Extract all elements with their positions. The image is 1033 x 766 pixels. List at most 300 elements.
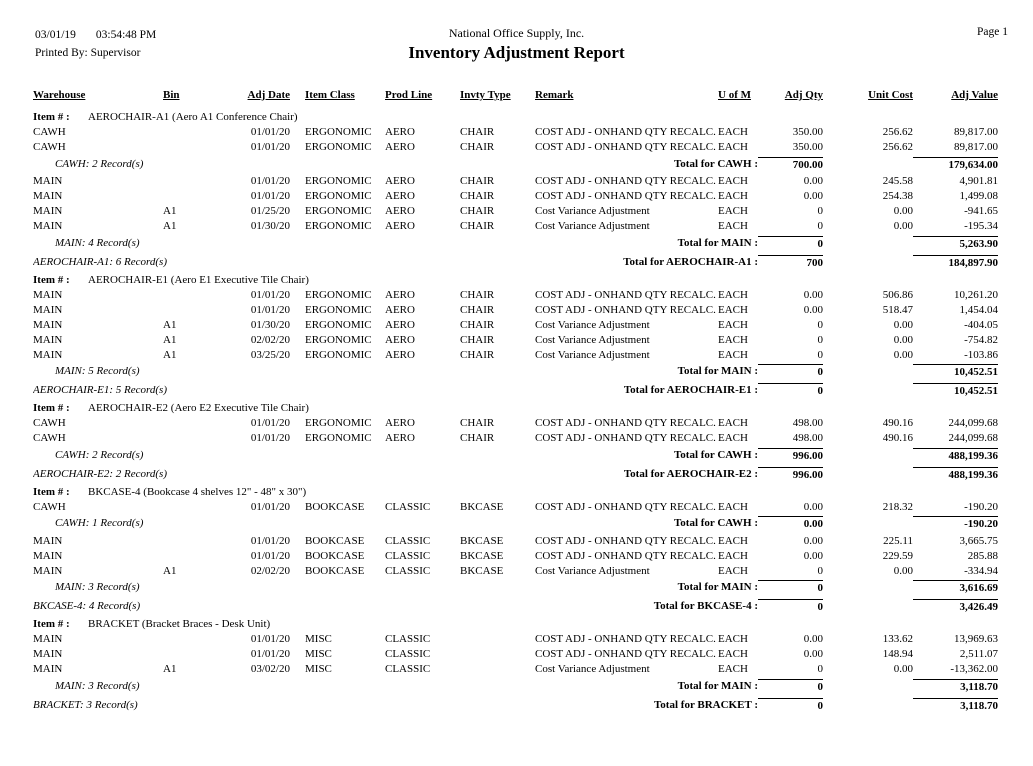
cell-adj-value: -941.65	[964, 205, 998, 217]
cell-prod-line: CLASSIC	[385, 648, 431, 660]
total-adj-value: 10,452.51	[913, 364, 998, 379]
total-adj-qty: 700	[758, 255, 823, 270]
column-header-bin	[163, 88, 240, 106]
total-label: Total for MAIN :	[677, 365, 758, 377]
cell-prod-line: AERO	[385, 303, 415, 316]
total-unit-cost	[823, 599, 913, 614]
total-label: Total for CAWH :	[673, 157, 758, 170]
cell-warehouse: CAWH	[33, 500, 66, 513]
item-total-row	[33, 253, 998, 270]
cell-invty-type: CHAIR	[460, 303, 495, 316]
cell-remark: COST ADJ - ONHAND QTY RECALC.	[535, 500, 716, 513]
detail-row	[33, 333, 998, 348]
cell-bin	[163, 416, 240, 431]
column-header-label-adj-value: Adj Value	[951, 89, 998, 101]
record-count: MAIN: 5 Record(s)	[55, 365, 140, 377]
item-name: BRACKET (Bracket Braces - Desk Unit)	[88, 618, 271, 630]
printed-by-value: Supervisor	[90, 47, 141, 59]
cell-adj-value: -404.05	[964, 318, 998, 331]
cell-adj-value: 285.88	[967, 549, 998, 562]
cell-invty-type: BKCASE	[460, 564, 504, 577]
total-adj-value: 5,263.90	[913, 236, 998, 251]
cell-invty-type: CHAIR	[460, 126, 495, 138]
cell-invty-type: CHAIR	[460, 432, 495, 444]
cell-invty-type: CHAIR	[460, 288, 495, 301]
column-header-warehouse	[33, 88, 163, 106]
item-name: BKCASE-4 (Bookcase 4 shelves 12" - 48" x 30")	[88, 485, 307, 498]
cell-item-class: ERGONOMIC	[305, 141, 372, 153]
cell-adj-qty: 0	[817, 205, 823, 217]
cell-adj-date: 01/01/20	[250, 534, 290, 547]
cell-prod-line: CLASSIC	[385, 549, 431, 562]
cell-adj-date: 01/01/20	[250, 126, 290, 138]
cell-item-class: ERGONOMIC	[305, 318, 372, 331]
cell-adj-value: 1,499.08	[959, 190, 998, 202]
cell-remark: COST ADJ - ONHAND QTY RECALC.	[535, 141, 716, 153]
item-total-row	[33, 696, 998, 713]
cell-uofm: EACH	[718, 303, 748, 316]
cell-adj-date: 01/30/20	[250, 220, 290, 232]
column-header-label-bin: Bin	[163, 89, 180, 101]
cell-invty-type: BKCASE	[460, 549, 504, 562]
column-header-label-invty-type: Invty Type	[460, 89, 511, 101]
cell-unit-cost: 245.58	[882, 175, 913, 187]
wh-total-row	[33, 234, 998, 251]
item-total-row	[33, 465, 998, 482]
cell-unit-cost: 229.59	[882, 549, 913, 562]
cell-item-class: ERGONOMIC	[305, 348, 372, 361]
item-header-row	[33, 401, 998, 416]
record-count: MAIN: 3 Record(s)	[55, 581, 140, 593]
cell-item-class: ERGONOMIC	[305, 333, 372, 346]
cell-adj-qty: 498.00	[792, 432, 823, 444]
total-adj-qty: 0	[758, 383, 823, 398]
total-adj-qty: 0.00	[758, 516, 823, 531]
total-label: Total for MAIN :	[677, 679, 758, 692]
total-label: Total for MAIN :	[677, 236, 758, 249]
cell-item-class: ERGONOMIC	[305, 220, 372, 232]
cell-adj-date: 03/25/20	[250, 348, 290, 361]
column-header-uofm	[718, 88, 758, 106]
cell-adj-date: 02/02/20	[250, 564, 290, 577]
cell-warehouse: MAIN	[33, 648, 63, 660]
cell-adj-date: 01/01/20	[250, 175, 290, 187]
detail-row	[33, 534, 998, 549]
cell-unit-cost: 518.47	[882, 303, 913, 316]
total-adj-qty: 0	[758, 580, 823, 595]
column-header-item-class	[290, 88, 385, 106]
report-title: Inventory Adjustment Report	[408, 43, 625, 62]
detail-row	[33, 416, 998, 431]
cell-prod-line: AERO	[385, 175, 415, 187]
cell-unit-cost: 490.16	[882, 417, 913, 429]
cell-warehouse: CAWH	[33, 417, 66, 429]
cell-adj-qty: 0.00	[803, 288, 823, 301]
cell-adj-qty: 0.00	[803, 549, 823, 562]
detail-row	[33, 662, 998, 677]
total-adj-value: 488,199.36	[913, 448, 998, 463]
cell-adj-value: -195.34	[964, 220, 998, 232]
cell-item-class: ERGONOMIC	[305, 175, 372, 187]
cell-bin	[163, 288, 240, 303]
cell-adj-date: 01/01/20	[250, 288, 290, 301]
column-header-label-uofm: U of M	[718, 89, 751, 101]
cell-warehouse: MAIN	[33, 549, 63, 562]
cell-uofm: EACH	[718, 663, 748, 675]
cell-remark: Cost Variance Adjustment	[535, 205, 650, 217]
item-name: AEROCHAIR-E2 (Aero E2 Executive Tile Chair)	[88, 402, 309, 414]
cell-adj-value: 4,901.81	[959, 175, 998, 187]
cell-adj-qty: 0	[817, 348, 823, 361]
column-header-label-item-class: Item Class	[305, 89, 355, 101]
record-count: AEROCHAIR-E1: 5 Record(s)	[33, 384, 167, 396]
cell-remark: Cost Variance Adjustment	[535, 220, 650, 232]
wh-total-row	[33, 677, 998, 694]
cell-uofm: EACH	[718, 141, 748, 153]
cell-remark: COST ADJ - ONHAND QTY RECALC.	[535, 432, 716, 444]
cell-uofm: EACH	[718, 333, 748, 346]
report-table	[33, 88, 998, 716]
cell-uofm: EACH	[718, 534, 748, 547]
cell-uofm: EACH	[718, 190, 748, 202]
total-label: Total for AEROCHAIR-A1 :	[623, 255, 758, 268]
cell-adj-qty: 0	[817, 220, 823, 232]
cell-adj-date: 01/01/20	[250, 549, 290, 562]
cell-unit-cost: 0.00	[893, 205, 913, 217]
cell-bin: A1	[163, 205, 177, 217]
total-unit-cost	[823, 383, 913, 398]
total-adj-qty: 0	[758, 679, 823, 694]
total-adj-value: 179,634.00	[913, 157, 998, 172]
cell-invty-type	[460, 662, 535, 677]
cell-prod-line: CLASSIC	[385, 564, 431, 577]
cell-item-class: MISC	[305, 633, 332, 645]
detail-row	[33, 140, 998, 155]
cell-adj-date: 01/01/20	[250, 303, 290, 316]
column-header-invty-type	[460, 88, 535, 106]
wh-total-row	[33, 155, 998, 172]
detail-row	[33, 174, 998, 189]
cell-remark: Cost Variance Adjustment	[535, 333, 650, 346]
column-header-adj-qty	[758, 88, 823, 106]
printed-by-label: Printed By:	[35, 47, 88, 59]
total-label: Total for BRACKET :	[653, 698, 758, 711]
column-header-label-adj-date: Adj Date	[247, 89, 290, 101]
cell-remark: COST ADJ - ONHAND QTY RECALC.	[535, 534, 716, 547]
item-name: AEROCHAIR-E1 (Aero E1 Executive Tile Chair)	[88, 273, 309, 286]
cell-prod-line: AERO	[385, 220, 415, 232]
cell-adj-value: 3,665.75	[959, 534, 998, 547]
item-header-row	[33, 110, 998, 125]
cell-warehouse: MAIN	[33, 348, 63, 361]
cell-unit-cost: 0.00	[893, 663, 913, 675]
record-count: BKCASE-4: 4 Record(s)	[33, 600, 141, 612]
cell-bin: A1	[163, 220, 177, 232]
cell-bin: A1	[163, 564, 177, 577]
total-unit-cost	[823, 255, 913, 270]
cell-uofm: EACH	[718, 500, 748, 513]
cell-adj-value: 10,261.20	[954, 288, 998, 301]
cell-adj-value: 2,511.07	[959, 648, 998, 660]
cell-unit-cost: 256.62	[882, 126, 913, 138]
cell-item-class: ERGONOMIC	[305, 126, 372, 138]
cell-invty-type: CHAIR	[460, 205, 495, 217]
cell-adj-date: 01/01/20	[250, 633, 290, 645]
cell-prod-line: CLASSIC	[385, 633, 431, 645]
record-count: MAIN: 3 Record(s)	[55, 679, 140, 692]
detail-row	[33, 303, 998, 318]
cell-bin	[163, 174, 240, 189]
cell-unit-cost: 0.00	[893, 220, 913, 232]
cell-remark: COST ADJ - ONHAND QTY RECALC.	[535, 190, 716, 202]
detail-row	[33, 348, 998, 363]
cell-adj-value: -190.20	[964, 500, 998, 513]
cell-warehouse: MAIN	[33, 534, 63, 547]
cell-bin	[163, 500, 240, 515]
cell-adj-value: -103.86	[964, 348, 998, 361]
cell-invty-type	[460, 632, 535, 647]
column-header-prod-line	[385, 88, 460, 106]
cell-adj-date: 01/01/20	[250, 417, 290, 429]
item-total-row	[33, 598, 998, 615]
cell-item-class: ERGONOMIC	[305, 432, 372, 444]
detail-row	[33, 219, 998, 234]
total-adj-qty: 0	[758, 236, 823, 251]
column-header-label-adj-qty: Adj Qty	[784, 89, 823, 101]
column-header-unit-cost	[823, 88, 913, 106]
cell-bin	[163, 431, 240, 446]
cell-prod-line: CLASSIC	[385, 663, 431, 675]
total-adj-value: -190.20	[913, 516, 998, 531]
cell-adj-value: -754.82	[964, 333, 998, 346]
cell-adj-qty: 0.00	[803, 648, 823, 660]
cell-bin	[163, 647, 240, 662]
item-header-row	[33, 617, 998, 632]
column-header-adj-date	[240, 88, 290, 106]
cell-bin	[163, 534, 240, 549]
wh-total-row	[33, 579, 998, 596]
cell-uofm: EACH	[718, 648, 748, 660]
cell-adj-value: 1,454.04	[959, 303, 998, 316]
cell-adj-value: -13,362.00	[950, 663, 998, 675]
cell-item-class: ERGONOMIC	[305, 190, 372, 202]
cell-adj-date: 01/01/20	[250, 648, 290, 660]
wh-total-row	[33, 363, 998, 380]
cell-prod-line: CLASSIC	[385, 534, 431, 547]
column-header-label-unit-cost: Unit Cost	[868, 89, 913, 101]
cell-adj-qty: 0	[817, 564, 823, 577]
cell-adj-qty: 0.00	[803, 175, 823, 187]
cell-prod-line: AERO	[385, 205, 415, 217]
cell-unit-cost: 218.32	[882, 500, 913, 513]
cell-remark: COST ADJ - ONHAND QTY RECALC.	[535, 417, 716, 429]
total-label: Total for MAIN :	[677, 581, 758, 593]
total-label: Total for CAWH :	[673, 448, 758, 461]
cell-adj-date: 02/02/20	[250, 333, 290, 346]
cell-warehouse: MAIN	[33, 333, 63, 346]
total-adj-value: 10,452.51	[913, 383, 998, 398]
cell-bin: A1	[163, 333, 177, 346]
cell-warehouse: MAIN	[33, 564, 63, 577]
cell-unit-cost: 0.00	[893, 564, 913, 577]
cell-invty-type: CHAIR	[460, 333, 495, 346]
record-count: CAWH: 2 Record(s)	[55, 157, 144, 170]
cell-remark: COST ADJ - ONHAND QTY RECALC.	[535, 648, 716, 660]
cell-item-class: BOOKCASE	[305, 500, 365, 513]
cell-bin	[163, 140, 240, 155]
record-count: CAWH: 1 Record(s)	[55, 517, 144, 529]
total-label: Total for CAWH :	[673, 517, 758, 529]
cell-warehouse: CAWH	[33, 126, 66, 138]
total-unit-cost	[823, 580, 913, 595]
cell-item-class: MISC	[305, 648, 332, 660]
cell-adj-value: -334.94	[964, 564, 998, 577]
total-adj-qty: 996.00	[758, 467, 823, 482]
total-adj-value: 488,199.36	[913, 467, 998, 482]
wh-total-row	[33, 446, 998, 463]
cell-item-class: ERGONOMIC	[305, 303, 372, 316]
record-count: AEROCHAIR-A1: 6 Record(s)	[33, 255, 167, 268]
cell-prod-line: AERO	[385, 190, 415, 202]
detail-row	[33, 288, 998, 303]
column-header-label-prod-line: Prod Line	[385, 89, 433, 101]
cell-adj-qty: 350.00	[792, 126, 823, 138]
cell-item-class: MISC	[305, 663, 332, 675]
cell-remark: COST ADJ - ONHAND QTY RECALC.	[535, 175, 716, 187]
cell-remark: COST ADJ - ONHAND QTY RECALC.	[535, 288, 716, 301]
cell-adj-date: 01/01/20	[250, 141, 290, 153]
cell-prod-line: AERO	[385, 126, 415, 138]
cell-invty-type: BKCASE	[460, 500, 504, 513]
cell-warehouse: MAIN	[33, 303, 63, 316]
total-adj-value: 3,616.69	[913, 580, 998, 595]
cell-uofm: EACH	[718, 205, 748, 217]
cell-unit-cost: 0.00	[893, 348, 913, 361]
item-number-label: Item # :	[33, 618, 70, 630]
cell-prod-line: CLASSIC	[385, 500, 431, 513]
cell-adj-qty: 0.00	[803, 633, 823, 645]
cell-adj-qty: 0	[817, 333, 823, 346]
cell-adj-qty: 498.00	[792, 417, 823, 429]
total-unit-cost	[823, 467, 913, 482]
cell-uofm: EACH	[718, 126, 748, 138]
cell-remark: COST ADJ - ONHAND QTY RECALC.	[535, 126, 716, 138]
item-header-row	[33, 485, 998, 500]
print-date: 03/01/19	[35, 29, 76, 41]
detail-row	[33, 647, 998, 662]
cell-remark: Cost Variance Adjustment	[535, 318, 650, 331]
cell-uofm: EACH	[718, 633, 748, 645]
total-adj-qty: 0	[758, 599, 823, 614]
column-header-row	[33, 88, 998, 106]
cell-item-class: BOOKCASE	[305, 564, 365, 577]
cell-adj-date: 01/30/20	[250, 318, 290, 331]
cell-item-class: BOOKCASE	[305, 549, 365, 562]
detail-row	[33, 318, 998, 333]
cell-item-class: BOOKCASE	[305, 534, 365, 547]
page-number: Page 1	[977, 26, 1008, 38]
cell-uofm: EACH	[718, 432, 748, 444]
column-header-label-remark: Remark	[535, 89, 574, 101]
cell-uofm: EACH	[718, 288, 748, 301]
cell-warehouse: MAIN	[33, 318, 63, 331]
cell-invty-type: BKCASE	[460, 534, 504, 547]
detail-row	[33, 632, 998, 647]
cell-invty-type: CHAIR	[460, 141, 495, 153]
cell-adj-value: 244,099.68	[948, 417, 998, 429]
cell-adj-value: 244,099.68	[948, 432, 998, 444]
total-unit-cost	[823, 516, 913, 531]
cell-prod-line: AERO	[385, 417, 415, 429]
cell-uofm: EACH	[718, 348, 748, 361]
total-unit-cost	[823, 364, 913, 379]
cell-prod-line: AERO	[385, 333, 415, 346]
cell-bin: A1	[163, 318, 177, 331]
cell-invty-type	[460, 647, 535, 662]
detail-row	[33, 564, 998, 579]
cell-warehouse: MAIN	[33, 190, 63, 202]
report-header-center	[0, 26, 1033, 64]
cell-unit-cost: 225.11	[883, 534, 913, 547]
column-header-adj-value	[913, 88, 998, 106]
total-unit-cost	[823, 698, 913, 713]
cell-uofm: EACH	[718, 549, 748, 562]
cell-unit-cost: 0.00	[893, 318, 913, 331]
cell-adj-value: 13,969.63	[954, 633, 998, 645]
total-adj-qty: 996.00	[758, 448, 823, 463]
total-label: Total for AEROCHAIR-E1 :	[623, 384, 758, 396]
cell-invty-type: CHAIR	[460, 220, 495, 232]
cell-warehouse: CAWH	[33, 432, 66, 444]
item-total-row	[33, 382, 998, 399]
cell-uofm: EACH	[718, 318, 748, 331]
cell-prod-line: AERO	[385, 348, 415, 361]
cell-adj-qty: 0.00	[803, 303, 823, 316]
cell-warehouse: MAIN	[33, 205, 63, 217]
cell-remark: Cost Variance Adjustment	[535, 348, 650, 361]
cell-bin: A1	[163, 348, 177, 361]
cell-unit-cost: 148.94	[882, 648, 913, 660]
wh-total-row	[33, 515, 998, 532]
cell-remark: Cost Variance Adjustment	[535, 663, 650, 675]
total-unit-cost	[823, 679, 913, 694]
cell-item-class: ERGONOMIC	[305, 288, 372, 301]
cell-invty-type: CHAIR	[460, 417, 495, 429]
cell-item-class: ERGONOMIC	[305, 205, 372, 217]
company-name: National Office Supply, Inc.	[448, 26, 585, 40]
detail-row	[33, 189, 998, 204]
cell-bin	[163, 303, 240, 318]
item-number-label: Item # :	[33, 485, 70, 498]
cell-uofm: EACH	[718, 175, 748, 187]
cell-bin	[163, 125, 240, 140]
cell-adj-qty: 0	[817, 318, 823, 331]
cell-remark: COST ADJ - ONHAND QTY RECALC.	[535, 549, 716, 562]
cell-warehouse: MAIN	[33, 220, 63, 232]
cell-adj-qty: 0.00	[803, 190, 823, 202]
cell-bin	[163, 189, 240, 204]
record-count: BRACKET: 3 Record(s)	[33, 698, 138, 711]
cell-uofm: EACH	[718, 564, 748, 577]
total-adj-qty: 0	[758, 698, 823, 713]
cell-prod-line: AERO	[385, 141, 415, 153]
cell-prod-line: AERO	[385, 318, 415, 331]
cell-invty-type: CHAIR	[460, 318, 495, 331]
record-count: MAIN: 4 Record(s)	[55, 236, 140, 249]
cell-unit-cost: 254.38	[882, 190, 913, 202]
item-name: AEROCHAIR-A1 (Aero A1 Conference Chair)	[88, 111, 298, 123]
cell-bin: A1	[163, 663, 177, 675]
